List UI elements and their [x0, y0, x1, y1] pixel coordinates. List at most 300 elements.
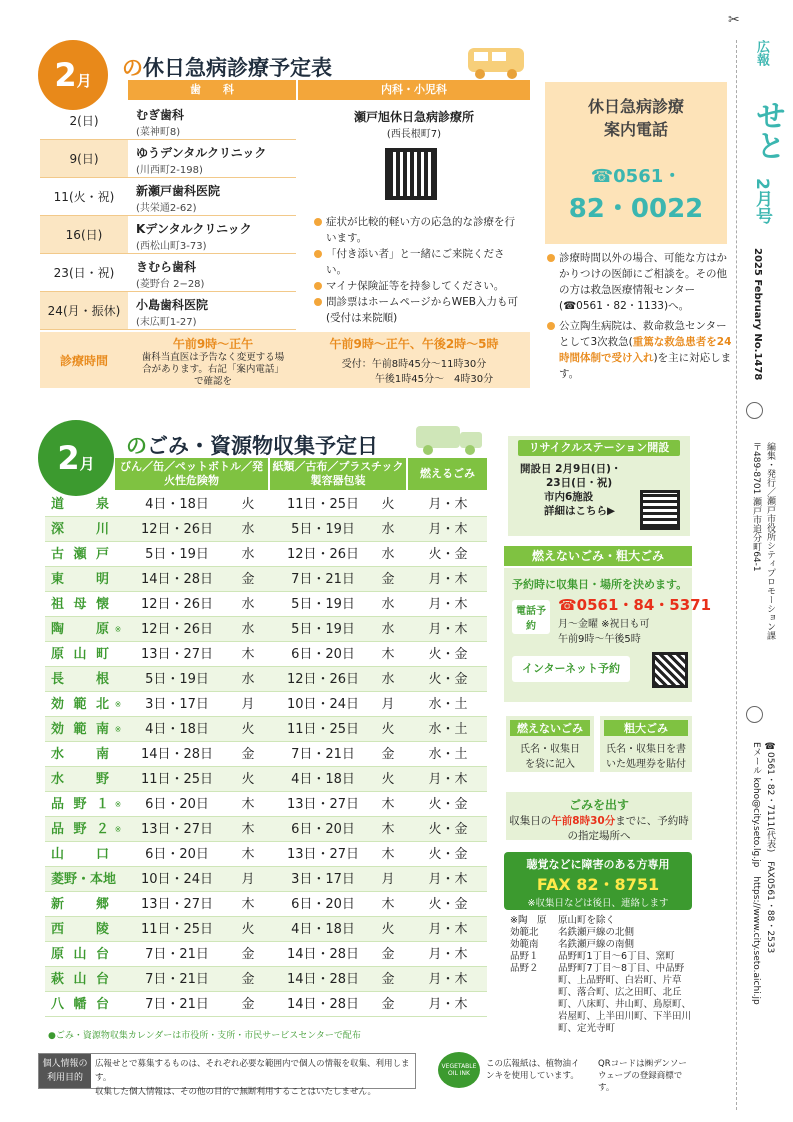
bottles-weekday: 月 — [241, 872, 255, 887]
area-note — [510, 939, 692, 951]
garbage-row — [45, 992, 487, 1017]
bulky-title: 燃えないごみ・粗大ごみ — [504, 546, 692, 566]
clinic-address: (末広町1-27) — [136, 317, 197, 328]
clinic-row — [40, 102, 296, 140]
rail-name-1: 広報 — [754, 40, 769, 66]
bottles-weekday: 金 — [241, 747, 255, 762]
col-header-bottles: びん／缶／ペットボトル／発火性危険物 — [115, 458, 268, 490]
garbage-title-main: ごみ・資源物収集予定日 — [147, 434, 378, 458]
bottles-weekday: 木 — [241, 797, 255, 812]
paper-weekday: 木 — [381, 647, 395, 662]
area-note-key: 品野１ — [510, 951, 539, 962]
paper-weekday: 木 — [381, 797, 395, 812]
bottles-dates: 3日・17日 — [145, 697, 209, 712]
area-name: 陶 原 — [51, 622, 109, 637]
dental-hours-note: 歯科当直医は予告なく変更する場合があります。右記「案内電話」で確認を — [141, 352, 285, 387]
col-header-paper: 紙類／古布／プラスチック製容器包装 — [270, 458, 406, 490]
bottles-dates: 10日・24日 — [140, 872, 214, 887]
nonburnable-text: 氏名・収集日を袋に記入 — [520, 744, 580, 770]
bottles-weekday: 水 — [241, 672, 255, 687]
vegetable-oil-ink-logo: VEGETABLE OIL INK — [438, 1052, 480, 1088]
clinic-date: 23(日・祝) — [53, 266, 115, 280]
bottles-dates: 13日・27日 — [140, 897, 214, 912]
recycle-title: リサイクルステーション開設 — [518, 440, 680, 456]
garbage-row — [45, 842, 487, 867]
burnable-days: 月・木 — [428, 947, 468, 962]
area-note — [510, 951, 692, 963]
area-mark — [113, 867, 123, 892]
garbage-title — [126, 430, 378, 460]
area-note-value: 品野町1丁目〜6丁目、窯町 — [558, 951, 675, 962]
info-notes — [547, 250, 732, 382]
bottles-weekday: 金 — [241, 972, 255, 987]
pediatric-header: 内科・小児科 — [298, 80, 530, 100]
area-note-value: 名鉄瀬戸線の南側 — [558, 939, 635, 950]
area-name: 品野１ — [51, 797, 109, 812]
area-mark — [113, 667, 123, 692]
area-name: 水 野 — [51, 772, 109, 787]
bottles-weekday: 水 — [241, 522, 255, 537]
bottles-dates: 13日・27日 — [140, 822, 214, 837]
area-mark — [113, 567, 123, 592]
net-qr-code[interactable] — [652, 652, 688, 688]
paper-weekday: 金 — [381, 947, 395, 962]
paper-dates: 3日・17日 — [291, 872, 355, 887]
area-note-key: 効範北 — [510, 927, 539, 938]
rail-name-2: せと — [750, 100, 785, 160]
rail-month: 2月号 — [752, 178, 772, 224]
bottles-dates: 12日・26日 — [140, 522, 214, 537]
area-name: 祖母懐 — [51, 597, 109, 612]
area-name: 効範北 — [51, 697, 109, 712]
ink-text: この広報紙は、植物油インキを使用しています。 — [486, 1059, 580, 1081]
bottles-weekday: 火 — [241, 772, 255, 787]
area-name: 山 口 — [51, 847, 109, 862]
bottles-weekday: 水 — [241, 547, 255, 562]
burnable-days: 水・土 — [428, 722, 468, 737]
area-mark — [113, 842, 123, 867]
recycle-date-2: 23日(日・祝) — [546, 477, 613, 489]
burnable-days: 月・木 — [428, 572, 468, 587]
paper-weekday: 火 — [381, 772, 395, 787]
bottles-weekday: 木 — [241, 647, 255, 662]
paper-dates: 6日・20日 — [291, 647, 355, 662]
area-note-value: 品野町7丁目〜8丁目、中品野町、上品野町、白岩町、片草町、落合町、広之田町、北丘町、八床町、井山町、鳥原町、岩屋町、上半田川町、下半田川町、定光寺町 — [558, 963, 692, 1034]
paper-dates: 4日・18日 — [291, 772, 355, 787]
hospital-block — [298, 108, 530, 140]
clinic-address: (川西町2-198) — [136, 165, 203, 176]
pediatric-reception-2: 午後1時45分〜 4時30分 — [374, 374, 494, 385]
burnable-days: 月・木 — [428, 597, 468, 612]
note2-c: )を主に対応します。 — [559, 352, 732, 380]
info-phone-1 — [545, 162, 727, 188]
clinic-row — [40, 178, 296, 216]
fax-note: ※収集日などは後日、連絡します — [527, 898, 669, 909]
clinic-info — [128, 102, 296, 139]
note-item: マイナ保険証等を持参してください。 — [314, 278, 520, 294]
dispose-box — [506, 792, 692, 840]
area-note-value: 原山町を除く — [558, 915, 616, 926]
garbage-row — [45, 942, 487, 967]
privacy-label: 個人情報の利用目的 — [39, 1054, 91, 1088]
garbage-row — [45, 967, 487, 992]
bulky-item-text: 氏名・収集日を書いた処理券を貼付 — [606, 744, 686, 770]
burnable-days: 月・木 — [428, 497, 468, 512]
binder-hole — [746, 402, 763, 419]
bottles-weekday: 火 — [241, 497, 255, 512]
area-note — [510, 915, 692, 927]
month-badge-clinic — [38, 40, 108, 110]
paper-dates: 7日・21日 — [291, 572, 355, 587]
bottles-weekday: 木 — [241, 847, 255, 862]
paper-weekday: 火 — [381, 722, 395, 737]
bottles-dates: 7日・21日 — [145, 972, 209, 987]
area-note-value: 名鉄瀬戸線の北側 — [558, 927, 635, 938]
burnable-days: 火・金 — [428, 847, 468, 862]
nonburnable-title: 燃えないごみ — [510, 720, 590, 736]
paper-weekday: 水 — [381, 547, 395, 562]
garbage-row — [45, 867, 487, 892]
recycle-facilities: 市内6施設 — [544, 491, 594, 503]
dental-hours — [130, 335, 296, 388]
fax-box — [504, 852, 692, 910]
burnable-days: 水・土 — [428, 747, 468, 762]
paper-weekday: 月 — [381, 872, 395, 887]
note-item: 症状が比較的軽い方の応急的な診療を行います。 — [314, 214, 520, 246]
garbage-row — [45, 642, 487, 667]
garbage-row — [45, 517, 487, 542]
area-mark — [113, 642, 123, 667]
bottles-weekday: 金 — [241, 997, 255, 1012]
rail-issue: 2025 February No.1478 — [752, 248, 763, 381]
paper-weekday: 木 — [381, 897, 395, 912]
hospital-name: 瀬戸旭休日急病診療所 — [353, 110, 474, 124]
info-phone-part: 0561・ — [613, 166, 682, 187]
note-item: 「付き添い者」と一緒にご来院ください。 — [314, 246, 520, 278]
hospital-address: (西長根町7) — [386, 129, 442, 140]
month-badge-garbage — [38, 420, 114, 496]
clinic-date: 9(日) — [40, 140, 128, 177]
bulky-phone-hours: 午前9時〜午後5時 — [558, 634, 641, 645]
fax-number[interactable]: FAX 82・8751 — [536, 875, 660, 894]
bottles-dates: 14日・28日 — [140, 747, 214, 762]
paper-dates: 13日・27日 — [286, 847, 360, 862]
garbage-row — [45, 592, 487, 617]
area-name: 品野２ — [51, 822, 109, 837]
clinic-info — [128, 178, 296, 215]
paper-weekday: 水 — [381, 597, 395, 612]
paper-dates: 12日・26日 — [286, 547, 360, 562]
info-note-2 — [547, 318, 732, 382]
area-mark — [113, 942, 123, 967]
rail-publisher: 編集・発行／瀬戸市役所シティプロモーション課 — [765, 442, 775, 640]
area-name: 効範南 — [51, 722, 109, 737]
hospital-qr-code[interactable] — [385, 148, 437, 200]
note-item: 問診票はホームページからWEB入力も可(受付は来院順) — [314, 294, 520, 326]
pediatric-hours — [298, 335, 530, 385]
dispose-title: ごみを出す — [568, 798, 629, 812]
area-mark — [113, 542, 123, 567]
hospital-notes — [314, 214, 520, 326]
bottles-weekday: 金 — [241, 947, 255, 962]
bottles-dates: 14日・28日 — [140, 572, 214, 587]
area-name: 萩山台 — [51, 972, 109, 987]
month-unit: 月 — [79, 454, 95, 473]
clinic-info — [128, 254, 296, 291]
clinic-info — [128, 216, 296, 253]
bottles-dates: 5日・19日 — [145, 547, 209, 562]
burnable-days: 火・金 — [428, 897, 468, 912]
area-note-key: 効範南 — [510, 939, 539, 950]
paper-weekday: 火 — [381, 497, 395, 512]
bottles-dates: 7日・21日 — [145, 947, 209, 962]
paper-weekday: 水 — [381, 622, 395, 637]
bulky-phone-number[interactable]: ☎0561・84・5371 — [558, 596, 712, 614]
area-mark — [113, 517, 123, 542]
dispose-c: までに、予約時の指定場所へ — [567, 815, 689, 842]
bottles-weekday: 木 — [241, 822, 255, 837]
paper-weekday: 金 — [381, 572, 395, 587]
fax-title: 聴覚などに障害のある方専用 — [526, 858, 670, 871]
paper-dates: 10日・24日 — [286, 697, 360, 712]
paper-dates: 12日・26日 — [286, 672, 360, 687]
burnable-days: 火・金 — [428, 797, 468, 812]
clinic-address: (西松山町3-73) — [136, 241, 207, 252]
garbage-row — [45, 742, 487, 767]
burnable-days: 火・金 — [428, 822, 468, 837]
area-notes — [510, 915, 692, 1035]
garbage-row — [45, 792, 487, 817]
clinic-title-no: の — [122, 56, 143, 80]
bulky-phone-note: 月〜金曜 ※祝日も可 — [558, 619, 650, 630]
garbage-row — [45, 767, 487, 792]
note2-b: 重篤な救急患者を24時間体制で受け入れ — [559, 336, 732, 364]
paper-weekday: 金 — [381, 747, 395, 762]
burnable-days: 月・木 — [428, 972, 468, 987]
clinic-row — [40, 254, 296, 292]
burnable-days: 月・木 — [428, 522, 468, 537]
paper-dates: 11日・25日 — [286, 722, 360, 737]
area-name: 菱野・本地 — [51, 872, 117, 887]
area-name: 水 南 — [51, 747, 109, 762]
hours-label: 診療時間 — [59, 354, 108, 368]
garbage-row — [45, 492, 487, 517]
net-reserve-button[interactable]: インターネット予約 — [512, 656, 630, 682]
bottles-dates: 6日・20日 — [145, 847, 209, 862]
paper-weekday: 水 — [381, 672, 395, 687]
garbage-truck-icon — [412, 420, 488, 458]
bottles-weekday: 火 — [241, 722, 255, 737]
clinic-address: (菜神町8) — [136, 127, 181, 138]
rail-address: 〒489-8701 瀬戸市追分町64-1 — [751, 442, 761, 572]
burnable-days: 月・木 — [428, 922, 468, 937]
clinic-name: Kデンタルクリニック — [136, 222, 252, 236]
col-header-burnable: 燃えるごみ — [408, 458, 487, 490]
clinic-title-main: 休日急病診療予定表 — [143, 56, 332, 80]
dental-hours-time: 午前9時〜正午 — [172, 337, 254, 351]
garbage-row — [45, 667, 487, 692]
recycle-details — [520, 462, 621, 518]
bottles-dates: 12日・26日 — [140, 622, 214, 637]
recycle-qr-code[interactable] — [640, 490, 680, 530]
garbage-row — [45, 567, 487, 592]
garbage-row — [45, 817, 487, 842]
area-note — [510, 963, 692, 1035]
privacy-line-1: 広報せとで募集するものは、それぞれ必要な範囲内で個人の情報を収集、利用します。 — [95, 1059, 410, 1083]
clinic-date: 16(日) — [40, 216, 128, 253]
area-mark: ※ — [114, 800, 122, 809]
privacy-box — [38, 1053, 416, 1097]
paper-dates: 11日・25日 — [286, 497, 360, 512]
area-mark — [113, 967, 123, 992]
area-mark — [113, 892, 123, 917]
clinic-row — [40, 292, 296, 330]
info-phone-2: 82・0022 — [568, 194, 704, 224]
clinic-name: むぎ歯科 — [136, 108, 185, 122]
area-note — [510, 927, 692, 939]
bottles-weekday: 木 — [241, 897, 255, 912]
bottles-weekday: 水 — [241, 597, 255, 612]
phone-icon: ☎ — [590, 166, 614, 187]
clinic-info — [128, 292, 296, 329]
paper-weekday: 水 — [381, 522, 395, 537]
area-mark: ※ — [114, 725, 122, 734]
clinic-date: 2(日) — [69, 114, 99, 128]
burnable-days: 月・木 — [428, 622, 468, 637]
clinic-title — [122, 52, 332, 82]
paper-weekday: 月 — [381, 697, 395, 712]
dispose-a: 収集日の — [509, 815, 552, 827]
scissors-icon: ✂ — [728, 12, 740, 28]
paper-dates: 13日・27日 — [286, 797, 360, 812]
recycle-date-1: 開設日 2月9日(日)・ — [520, 463, 622, 475]
area-name: 新 郷 — [51, 897, 109, 912]
paper-dates: 6日・20日 — [291, 897, 355, 912]
bottles-dates: 13日・27日 — [140, 647, 214, 662]
bottles-weekday: 月 — [241, 697, 255, 712]
garbage-footnote: ●ごみ・資源物収集カレンダーは市役所・支所・市民サービスセンターで配布 — [48, 1031, 361, 1041]
area-note-key: ※陶 原 — [510, 915, 547, 926]
emergency-info-box — [545, 82, 727, 244]
area-name: 長 根 — [51, 672, 109, 687]
burnable-days: 月・木 — [428, 997, 468, 1012]
paper-weekday: 金 — [381, 972, 395, 987]
bottles-dates: 11日・25日 — [140, 922, 214, 937]
clinic-date: 24(月・振休) — [40, 292, 128, 329]
bottles-dates: 7日・21日 — [145, 997, 209, 1012]
area-mark: ※ — [114, 625, 122, 634]
qr-trademark-text: QRコードは㈱デンソーウェーブの登録商標です。 — [598, 1059, 687, 1093]
burnable-days: 火・金 — [428, 647, 468, 662]
dispose-time: 午前8時30分 — [551, 815, 616, 827]
area-name: 西 陵 — [51, 922, 109, 937]
clinic-date: 11(火・祝) — [53, 190, 115, 204]
paper-dates: 7日・21日 — [291, 747, 355, 762]
clinic-row — [40, 216, 296, 254]
dental-header: 歯 科 — [128, 80, 296, 100]
clinic-name: ゆうデンタルクリニック — [136, 146, 267, 160]
paper-dates: 14日・28日 — [286, 947, 360, 962]
bottles-dates: 4日・18日 — [145, 722, 209, 737]
clinic-address: (共栄通2-62) — [136, 203, 197, 214]
garbage-row — [45, 617, 487, 642]
area-name: 原山町 — [51, 647, 109, 662]
info-title-2: 案内電話 — [603, 120, 668, 139]
burnable-days: 月・木 — [428, 772, 468, 787]
garbage-title-no: の — [126, 434, 147, 458]
bulky-lead: 予約時に収集日・場所を決めます。 — [512, 578, 688, 591]
paper-dates: 4日・18日 — [291, 922, 355, 937]
area-name: 古瀬戸 — [51, 547, 109, 562]
burnable-days: 火・金 — [428, 672, 468, 687]
rail-tel: ☎0561・82・7111(代表) FAX0561・88・2533 — [765, 742, 775, 954]
paper-weekday: 火 — [381, 922, 395, 937]
area-mark — [113, 767, 123, 792]
paper-weekday: 木 — [381, 822, 395, 837]
ambulance-icon — [462, 40, 530, 82]
garbage-row — [45, 542, 487, 567]
month-number: 2 — [54, 56, 77, 94]
area-mark — [113, 992, 123, 1017]
area-mark: ※ — [114, 825, 122, 834]
area-mark: ※ — [114, 700, 122, 709]
pediatric-hours-time: 午前9時〜正午、午後2時〜5時 — [329, 337, 499, 351]
bulky-item-box — [600, 716, 692, 772]
month-number: 2 — [57, 439, 80, 477]
burnable-days: 水・土 — [428, 697, 468, 712]
privacy-line-2: 収集した個人情報は、その他の目的で無断利用することはいたしません。 — [95, 1087, 377, 1097]
burnable-days: 火・金 — [428, 547, 468, 562]
dispose-text — [506, 813, 692, 843]
bottles-dates: 6日・20日 — [145, 797, 209, 812]
garbage-row — [45, 717, 487, 742]
area-note-key: 品野２ — [510, 963, 539, 974]
clinic-address: (菱野台 2−28) — [136, 279, 205, 290]
garbage-row — [45, 892, 487, 917]
phone-label: 電話予約 — [512, 600, 550, 634]
garbage-row — [45, 692, 487, 717]
paper-dates: 5日・19日 — [291, 622, 355, 637]
rail-email: Eメール koho@city.seto.lg.jp https://www.city.seto.aichi.jp — [751, 742, 761, 1005]
area-name: 道 泉 — [51, 497, 109, 512]
bottles-weekday: 水 — [241, 622, 255, 637]
nonburnable-box — [506, 716, 594, 772]
cut-line — [736, 40, 737, 1110]
paper-dates: 14日・28日 — [286, 972, 360, 987]
clinic-name: 新瀬戸歯科医院 — [136, 184, 221, 198]
note2-a: 公立陶生病院は、救命救急センターとして3次救急( — [559, 320, 727, 348]
bottles-dates: 12日・26日 — [140, 597, 214, 612]
area-mark — [113, 742, 123, 767]
paper-dates: 6日・20日 — [291, 822, 355, 837]
garbage-row — [45, 917, 487, 942]
recycle-link[interactable]: 詳細はこちら▶ — [544, 505, 616, 517]
burnable-days: 月・木 — [428, 872, 468, 887]
area-mark — [113, 917, 123, 942]
area-name: 深 川 — [51, 522, 109, 537]
binder-hole — [746, 706, 763, 723]
pediatric-reception-1: 受付：午前8時45分〜11時30分 — [341, 359, 487, 370]
bottles-dates: 11日・25日 — [140, 772, 214, 787]
month-unit: 月 — [76, 71, 92, 90]
clinic-name: きむら歯科 — [136, 260, 197, 274]
clinic-row — [40, 140, 296, 178]
clinic-info — [128, 140, 296, 177]
privacy-text — [91, 1054, 415, 1097]
paper-dates: 5日・19日 — [291, 522, 355, 537]
paper-weekday: 木 — [381, 847, 395, 862]
bottles-dates: 5日・19日 — [145, 672, 209, 687]
